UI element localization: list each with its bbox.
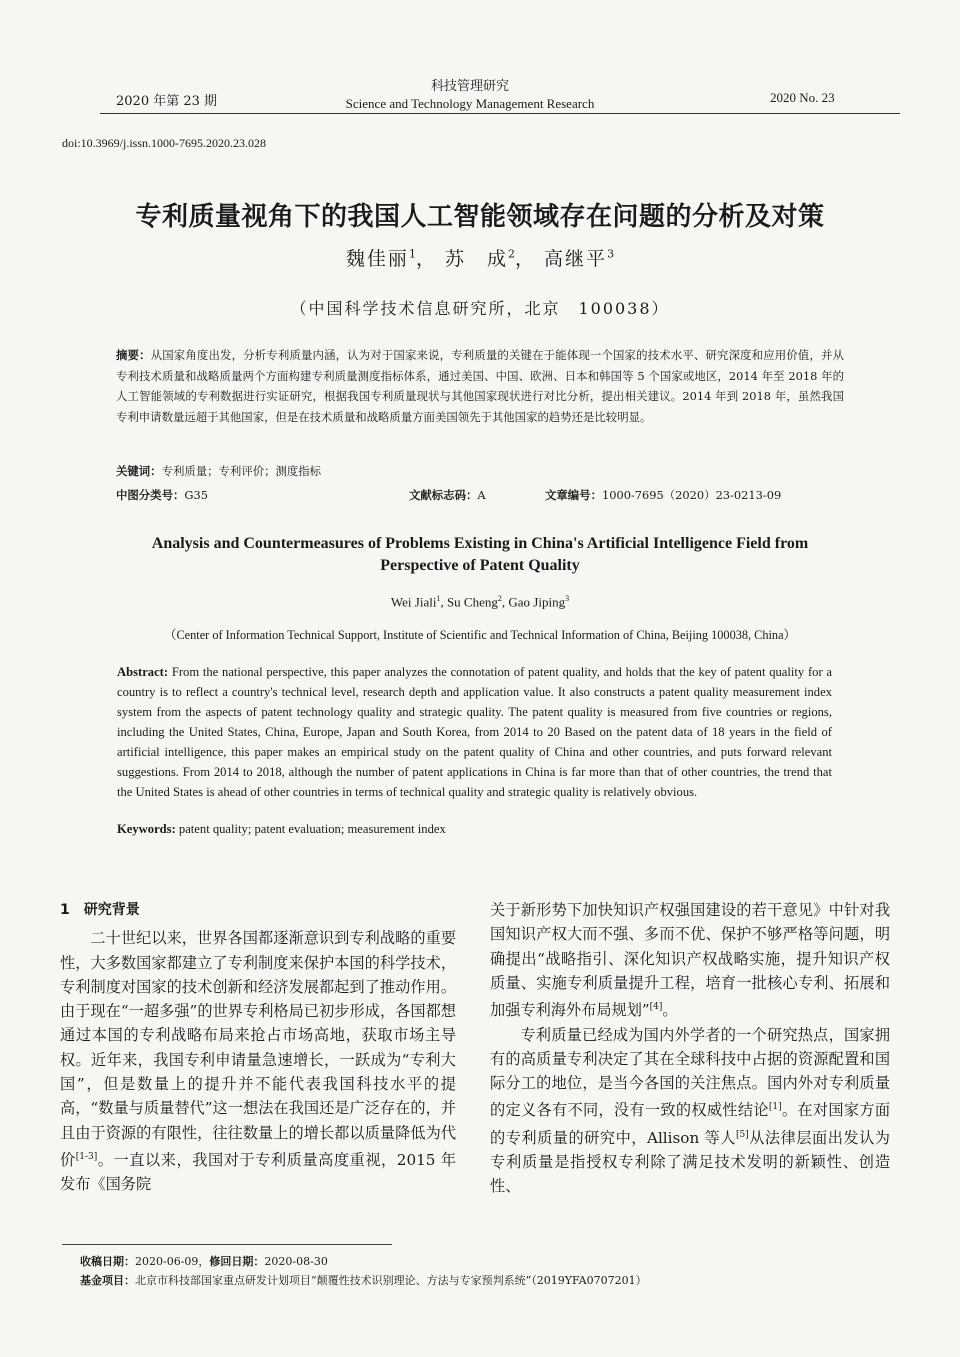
keywords-en — [117, 822, 446, 837]
paragraph-text: 二十世纪以来，世界各国都逐渐意识到专利战略的重要性，大多数国家都建立了专利制度来保护本国的科学技术，专利制度对国家的技术创新和经济发展都起到了推动作用。由于现在“一超多强”的世界专利格局已初步形成，各国都想通过本国的专利战略布局来抢占市场高地，获取市场主导权。近年来，我国专利申请量急速增长，一跃成为“专利大国”，但是数量上的提升并不能代表我国科技水平的提高，“数量与质量替代”这一想法在我国还是广泛存在的，并且由于资源的有限性，往往数量上的增长都以质量降低为代价 — [60, 929, 456, 1170]
keywords-en-text: patent quality; patent evaluation; measurement index — [178, 822, 446, 836]
author-separator: , — [501, 594, 509, 610]
authors-en — [280, 594, 680, 610]
keywords-cn-text: 专利质量；专利评价；测度指标 — [161, 464, 322, 478]
revised-label: 修回日期： — [209, 1255, 265, 1268]
article-number — [545, 487, 781, 503]
section-heading: 1 研究背景 — [60, 902, 140, 918]
citation[interactable]: [5] — [735, 1129, 749, 1140]
issue-cn: 2020 年第 23 期 — [116, 94, 218, 109]
revised-date: 2020-08-30 — [264, 1255, 328, 1268]
journal-name-en: Science and Technology Management Research — [345, 96, 595, 111]
author-mark: 3 — [607, 247, 615, 261]
body-paragraph — [490, 1023, 890, 1199]
issue-en: 2020 No. 23 — [770, 90, 835, 105]
abstract-cn-text: 从国家角度出发，分析专利质量内涵，认为对于国家来说，专利质量的关键在于能体现一个国家的技术水平、研究深度和应用价值，并从专利技术质量和战略质量两个方面构建专利质量测度指标体系，通过美国、中国、欧洲、日本和韩国等 5 个国家或地区，2014 年至 2018 年的人工智能领域的专利数据进行实证研究，根据我国专利质量现状与其他国家现状进行对比分析，提出相关建议。2014 年到 2018 年，虽然我国专利申请数量远超于其他国家，但是在技术质量和战略质量方面美国领先于其他国家的趋势还是比较明显。 — [116, 348, 844, 424]
title-en — [100, 533, 860, 577]
doc-code-value: A — [477, 488, 486, 502]
abstract-en-label: Abstract: — [117, 665, 169, 679]
abstract-en — [117, 662, 832, 802]
paragraph-text: 。一直以来，我国对于专利质量高度重视，2015 年发布《国务院 — [60, 1151, 457, 1194]
header-rule — [100, 113, 900, 114]
document-code — [409, 487, 486, 503]
received-label: 收稿日期： — [80, 1255, 135, 1268]
keywords-cn-label: 关键词： — [116, 464, 162, 478]
body-paragraph — [60, 926, 456, 1196]
abstract-cn-label: 摘要： — [116, 348, 151, 362]
footnote-fund — [80, 1272, 647, 1288]
paragraph-text: 关于新形势下加快知识产权强国建设的若干意见》中针对我国知识产权大而不强、多而不优、保护不够严格等问题，明确提出“战略指引、深化知识产权战略实施，提升知识产权质量、实施专利质量提升工程，培育一批核心专利、拓展和加强专利海外布局规划” — [490, 901, 890, 1020]
author-mark: 1 — [408, 247, 416, 261]
footnote-dates — [80, 1253, 328, 1269]
author-mark: 2 — [508, 247, 515, 261]
body-column-left — [60, 898, 456, 1197]
author-mark: 3 — [565, 594, 570, 603]
author-separator: , — [440, 594, 447, 610]
citation[interactable]: [1-3] — [75, 1151, 98, 1162]
author-mark: 1 — [436, 594, 441, 603]
article-no-value: 1000-7695（2020）23-0213-09 — [601, 488, 782, 502]
abstract-en-text: From the national perspective, this paper analyzes the connotation of patent quality, and holds that the key of patent quality for a country is to reflect a country's technical level, research depth and application value. It also constructs a patent quality measurement index system from the aspects of patent technology quality and strategic quality. The patent quality is measured from five countries or regions, including the United States, China, Europe, Japan and South Korea, from 2014 to 20 Based on the patent data of 18 years in the field of artificial intelligence, this paper makes an empirical study on the patent quality of China and other countries, and puts forward relevant suggestions. From 2014 to 2018, although the number of patent applications in China is far more than that of other countries, the trend that the United States is ahead of other countries in terms of technical quality and strategic quality is relatively obvious. — [117, 665, 832, 799]
article-no-label: 文章编号： — [545, 488, 602, 502]
author-mark: 2 — [497, 594, 502, 603]
received-date: 2020-06-09， — [135, 1255, 210, 1268]
author-name: Wei Jiali — [390, 594, 437, 610]
classification-number — [116, 487, 208, 503]
author-name: 苏 成 — [444, 248, 508, 270]
paragraph-text: 从法律层面出发认为专利质量是指授权专利除了满足技术发明的新颖性、创造性、 — [490, 1128, 890, 1196]
author-name: Su Cheng — [446, 594, 498, 610]
author-name: 魏佳丽 — [345, 248, 409, 270]
journal-name-cn: 科技管理研究 — [430, 79, 509, 94]
author-name: Gao Jiping — [508, 594, 566, 610]
citation[interactable]: [4] — [649, 1002, 663, 1013]
body-column-right — [490, 898, 890, 1199]
footnote-rule — [62, 1244, 392, 1245]
citation[interactable]: [1] — [768, 1102, 782, 1113]
classification-value: G35 — [184, 488, 208, 502]
abstract-cn — [116, 345, 844, 427]
paragraph-text: 专利质量已经成为国内外学者的一个研究热点，国家拥有的高质量专利决定了其在全球科技中占据的资源配置和国际分工的地位，是当今各国的关注焦点。国内外对专利质量的定义各有不同，没有一致的权威性结论 — [490, 1025, 890, 1120]
title-en-line2: Perspective of Patent Quality — [380, 557, 580, 574]
body-paragraph — [490, 898, 890, 1023]
paragraph-text: 。 — [662, 1001, 678, 1020]
doc-code-label: 文献标志码： — [409, 488, 478, 502]
title-en-line1: Analysis and Countermeasures of Problems Existing in China's Artificial Intelligence Field from — [151, 535, 809, 552]
fund-label: 基金项目： — [80, 1274, 135, 1287]
affiliation-cn: （中国科学技术信息研究所，北京 100038） — [290, 299, 670, 318]
classification-label: 中图分类号： — [116, 488, 185, 502]
doi[interactable]: doi:10.3969/j.issn.1000-7695.2020.23.028 — [62, 136, 267, 150]
journal-name — [300, 78, 640, 112]
authors-cn: 魏佳丽$^1$， 苏 成$^2$， 高继平$^3$ — [345, 247, 615, 270]
paragraph-text: 。在对国家方面的专利质量的研究中，Allison 等人 — [490, 1101, 891, 1147]
keywords-cn — [116, 463, 321, 479]
title-cn: 专利质量视角下的我国人工智能领域存在问题的分析及对策 — [135, 202, 825, 232]
affiliation-en: （Center of Information Technical Support, Institute of Scientific and Technical Information of China, Beijing 100038, China） — [164, 628, 796, 642]
fund-text: 北京市科技部国家重点研发计划项目“颠覆性技术识别理论、方法与专家预判系统”（2019YFA0707201） — [135, 1274, 647, 1287]
author-name: 高继平 — [544, 248, 608, 270]
keywords-en-label: Keywords: — [117, 822, 176, 836]
